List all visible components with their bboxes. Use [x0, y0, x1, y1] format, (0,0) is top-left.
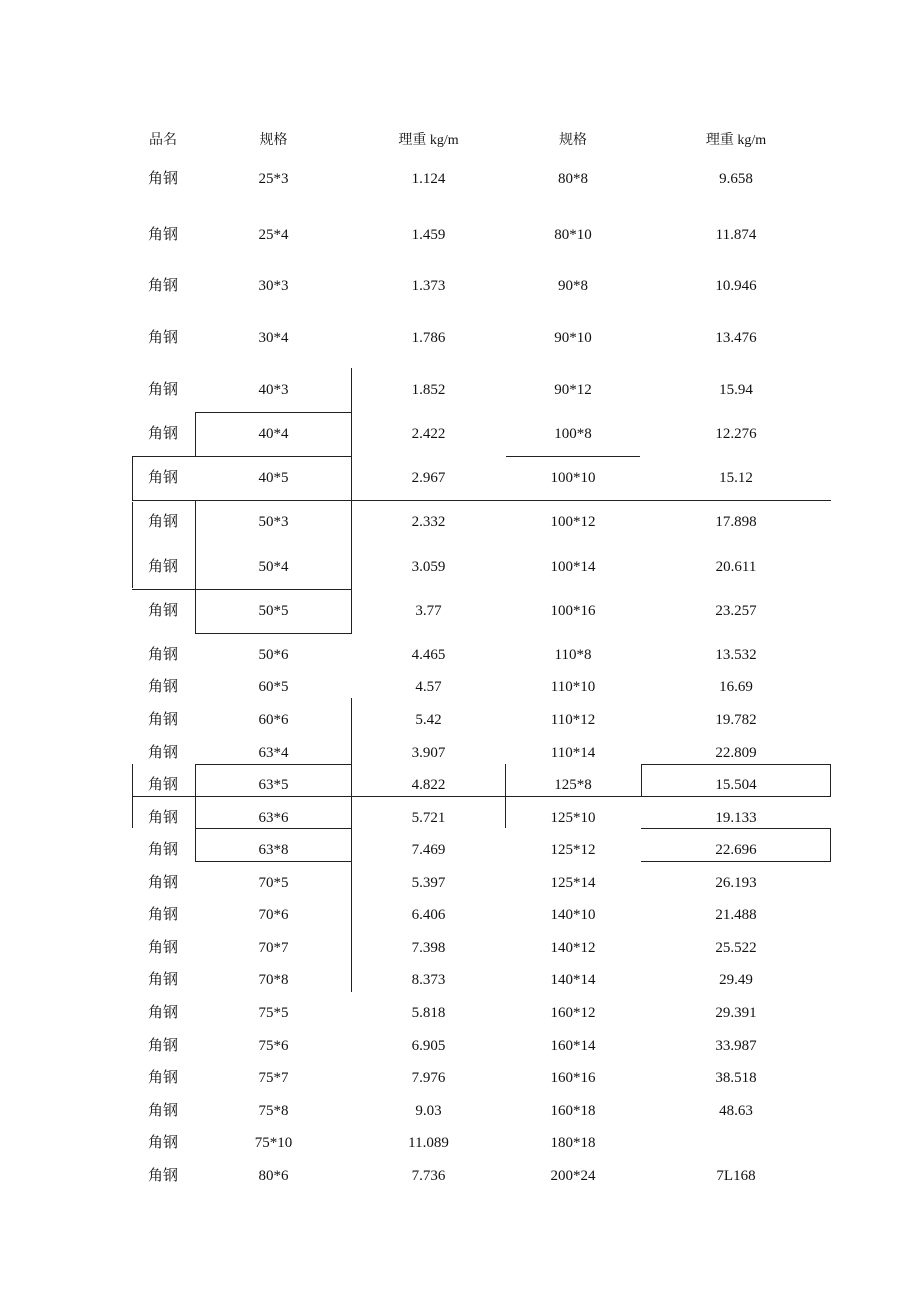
table-border-line: [641, 764, 642, 796]
cell-weight: 6.406: [411, 907, 446, 923]
table-border-line: [641, 764, 831, 765]
cell-name: 角钢: [147, 470, 178, 486]
cell-name: 角钢: [147, 1038, 178, 1054]
cell-weight: 7.469: [411, 842, 446, 858]
cell-weight: 5.818: [411, 1005, 446, 1021]
table-border-line: [195, 633, 352, 634]
cell-weight-2: 11.874: [715, 227, 757, 243]
cell-spec-2: 160*12: [550, 1005, 596, 1021]
cell-name: 角钢: [147, 777, 178, 793]
cell-weight-2: 48.63: [719, 1103, 753, 1119]
table-border-line: [132, 764, 133, 796]
cell-spec: 70*6: [258, 907, 289, 923]
cell-spec-2: 140*12: [550, 940, 596, 956]
cell-spec: 63*8: [258, 842, 289, 858]
cell-weight-2: 13.532: [715, 647, 757, 663]
cell-weight: 6.905: [411, 1038, 446, 1054]
cell-name: 角钢: [147, 1168, 178, 1184]
cell-weight: 2.422: [411, 426, 446, 442]
cell-weight-2: 7L168: [716, 1168, 756, 1184]
header-weight-2: 理重 kg/m: [705, 133, 767, 148]
cell-weight-2: 16.69: [719, 679, 753, 695]
cell-weight-2: 29.49: [719, 972, 753, 988]
table-border-line: [195, 828, 196, 862]
table-border-line: [830, 828, 831, 862]
cell-weight: 9.03: [415, 1103, 442, 1119]
table-border-line: [132, 456, 133, 500]
cell-weight-2: 26.193: [715, 875, 757, 891]
cell-spec-2: 90*10: [554, 330, 592, 346]
cell-spec-2: 100*8: [554, 426, 592, 442]
cell-name: 角钢: [147, 940, 178, 956]
table-border-line: [132, 796, 831, 797]
cell-name: 角钢: [147, 1070, 178, 1086]
cell-weight: 1.852: [411, 382, 446, 398]
cell-spec-2: 200*24: [550, 1168, 596, 1184]
cell-name: 角钢: [147, 972, 178, 988]
cell-spec: 70*5: [258, 875, 289, 891]
cell-spec: 75*8: [258, 1103, 289, 1119]
cell-spec-2: 80*10: [554, 227, 592, 243]
cell-spec: 25*3: [258, 171, 289, 187]
cell-spec: 40*4: [258, 426, 289, 442]
cell-name: 角钢: [147, 330, 178, 346]
cell-spec-2: 110*12: [550, 712, 596, 728]
cell-spec-2: 160*16: [550, 1070, 596, 1086]
cell-weight-2: 29.391: [715, 1005, 757, 1021]
table-border-line: [195, 861, 352, 862]
table-border-line: [351, 368, 352, 502]
cell-spec-2: 110*10: [550, 679, 596, 695]
cell-spec: 40*3: [258, 382, 289, 398]
cell-spec-2: 90*12: [554, 382, 592, 398]
cell-weight: 4.57: [415, 679, 442, 695]
cell-weight-2: 38.518: [715, 1070, 757, 1086]
cell-weight-2: 15.12: [719, 470, 753, 486]
cell-spec: 63*4: [258, 745, 289, 761]
cell-spec: 50*4: [258, 559, 289, 575]
cell-spec: 75*5: [258, 1005, 289, 1021]
cell-spec: 63*5: [258, 777, 289, 793]
cell-spec: 60*5: [258, 679, 289, 695]
cell-spec-2: 160*18: [550, 1103, 596, 1119]
cell-name: 角钢: [147, 171, 178, 187]
cell-name: 角钢: [147, 875, 178, 891]
cell-spec-2: 140*14: [550, 972, 596, 988]
cell-weight: 3.77: [415, 603, 442, 619]
cell-weight-2: 13.476: [715, 330, 757, 346]
table-border-line: [132, 589, 352, 590]
cell-name: 角钢: [147, 842, 178, 858]
cell-weight-2: 9.658: [719, 171, 753, 187]
table-border-line: [132, 456, 352, 457]
table-border-line: [195, 828, 352, 829]
cell-weight: 5.721: [411, 810, 446, 826]
table-border-line: [830, 764, 831, 796]
cell-spec: 60*6: [258, 712, 289, 728]
cell-spec-2: 125*8: [554, 777, 592, 793]
cell-weight: 2.332: [411, 514, 446, 530]
cell-spec-2: 100*14: [550, 559, 596, 575]
cell-weight: 2.967: [411, 470, 446, 486]
cell-weight: 5.397: [411, 875, 446, 891]
cell-spec: 80*6: [258, 1168, 289, 1184]
cell-weight-2: 22.809: [715, 745, 757, 761]
cell-spec-2: 110*14: [550, 745, 596, 761]
cell-spec-2: 160*14: [550, 1038, 596, 1054]
cell-name: 角钢: [147, 1005, 178, 1021]
cell-spec: 50*5: [258, 603, 289, 619]
cell-name: 角钢: [147, 679, 178, 695]
table-border-line: [195, 764, 352, 765]
cell-weight: 7.398: [411, 940, 446, 956]
cell-weight-2: 22.696: [715, 842, 757, 858]
cell-weight: 7.976: [411, 1070, 446, 1086]
cell-name: 角钢: [147, 810, 178, 826]
cell-name: 角钢: [147, 382, 178, 398]
cell-spec-2: 80*8: [558, 171, 588, 187]
cell-spec: 50*6: [258, 647, 289, 663]
table-border-line: [351, 698, 352, 992]
cell-name: 角钢: [147, 1135, 178, 1151]
table-border-line: [195, 412, 196, 456]
cell-spec: 70*7: [258, 940, 289, 956]
cell-weight-2: 25.522: [715, 940, 757, 956]
cell-spec: 63*6: [258, 810, 289, 826]
cell-spec: 75*7: [258, 1070, 289, 1086]
cell-weight-2: 23.257: [715, 603, 757, 619]
table-border-line: [506, 456, 640, 457]
cell-spec-2: 100*16: [550, 603, 596, 619]
header-spec: 规格: [259, 133, 288, 148]
cell-spec: 30*3: [258, 278, 289, 294]
cell-weight-2: 19.782: [715, 712, 757, 728]
cell-weight: 3.907: [411, 745, 446, 761]
table-border-line: [195, 764, 196, 796]
cell-name: 角钢: [147, 227, 178, 243]
cell-weight-2: 15.504: [715, 777, 757, 793]
cell-spec: 75*10: [254, 1135, 293, 1151]
cell-spec: 50*3: [258, 514, 289, 530]
cell-weight-2: 17.898: [715, 514, 757, 530]
cell-spec: 25*4: [258, 227, 289, 243]
cell-name: 角钢: [147, 647, 178, 663]
cell-weight: 4.465: [411, 647, 446, 663]
cell-spec-2: 125*14: [550, 875, 596, 891]
cell-spec-2: 100*10: [550, 470, 596, 486]
cell-spec: 30*4: [258, 330, 289, 346]
cell-name: 角钢: [147, 559, 178, 575]
header-spec-2: 规格: [559, 133, 587, 148]
cell-weight: 1.786: [411, 330, 446, 346]
cell-weight-2: 12.276: [715, 426, 757, 442]
cell-name: 角钢: [147, 426, 178, 442]
cell-spec-2: 90*8: [558, 278, 588, 294]
table-border-line: [132, 796, 133, 828]
cell-name: 角钢: [147, 1103, 178, 1119]
table-border-line: [195, 412, 352, 413]
cell-weight-2: 19.133: [715, 810, 757, 826]
header-weight: 理重 kg/m: [398, 133, 459, 148]
cell-weight: 1.373: [411, 278, 446, 294]
cell-weight: 5.42: [415, 712, 442, 728]
cell-name: 角钢: [147, 514, 178, 530]
cell-weight-2: 33.987: [715, 1038, 757, 1054]
cell-spec-2: 180*18: [550, 1135, 596, 1151]
table-border-line: [132, 502, 133, 588]
cell-weight: 1.459: [411, 227, 446, 243]
table-border-line: [195, 796, 196, 828]
cell-name: 角钢: [147, 907, 178, 923]
cell-name: 角钢: [147, 278, 178, 294]
cell-spec: 70*8: [258, 972, 289, 988]
cell-spec: 40*5: [258, 470, 289, 486]
cell-spec-2: 125*10: [550, 810, 596, 826]
cell-weight: 4.822: [411, 777, 446, 793]
cell-name: 角钢: [147, 712, 178, 728]
cell-weight-2: 15.94: [719, 382, 753, 398]
cell-weight-2: 20.611: [715, 559, 757, 575]
table-border-line: [641, 861, 831, 862]
cell-spec-2: 140*10: [550, 907, 596, 923]
cell-spec-2: 110*8: [554, 647, 592, 663]
cell-spec-2: 125*12: [550, 842, 596, 858]
cell-weight-2: 21.488: [715, 907, 757, 923]
table-border-line: [351, 500, 352, 634]
table-border-line: [641, 828, 831, 829]
cell-weight-2: 10.946: [715, 278, 757, 294]
cell-weight: 7.736: [411, 1168, 446, 1184]
header-name: 品名: [149, 133, 177, 148]
cell-spec-2: 100*12: [550, 514, 596, 530]
cell-name: 角钢: [147, 603, 178, 619]
cell-name: 角钢: [147, 745, 178, 761]
cell-spec: 75*6: [258, 1038, 289, 1054]
cell-weight: 8.373: [411, 972, 446, 988]
table-border-line: [195, 500, 196, 634]
cell-weight: 11.089: [408, 1135, 449, 1151]
cell-weight: 3.059: [411, 559, 446, 575]
cell-weight: 1.124: [411, 171, 446, 187]
table-border-line: [132, 500, 831, 501]
